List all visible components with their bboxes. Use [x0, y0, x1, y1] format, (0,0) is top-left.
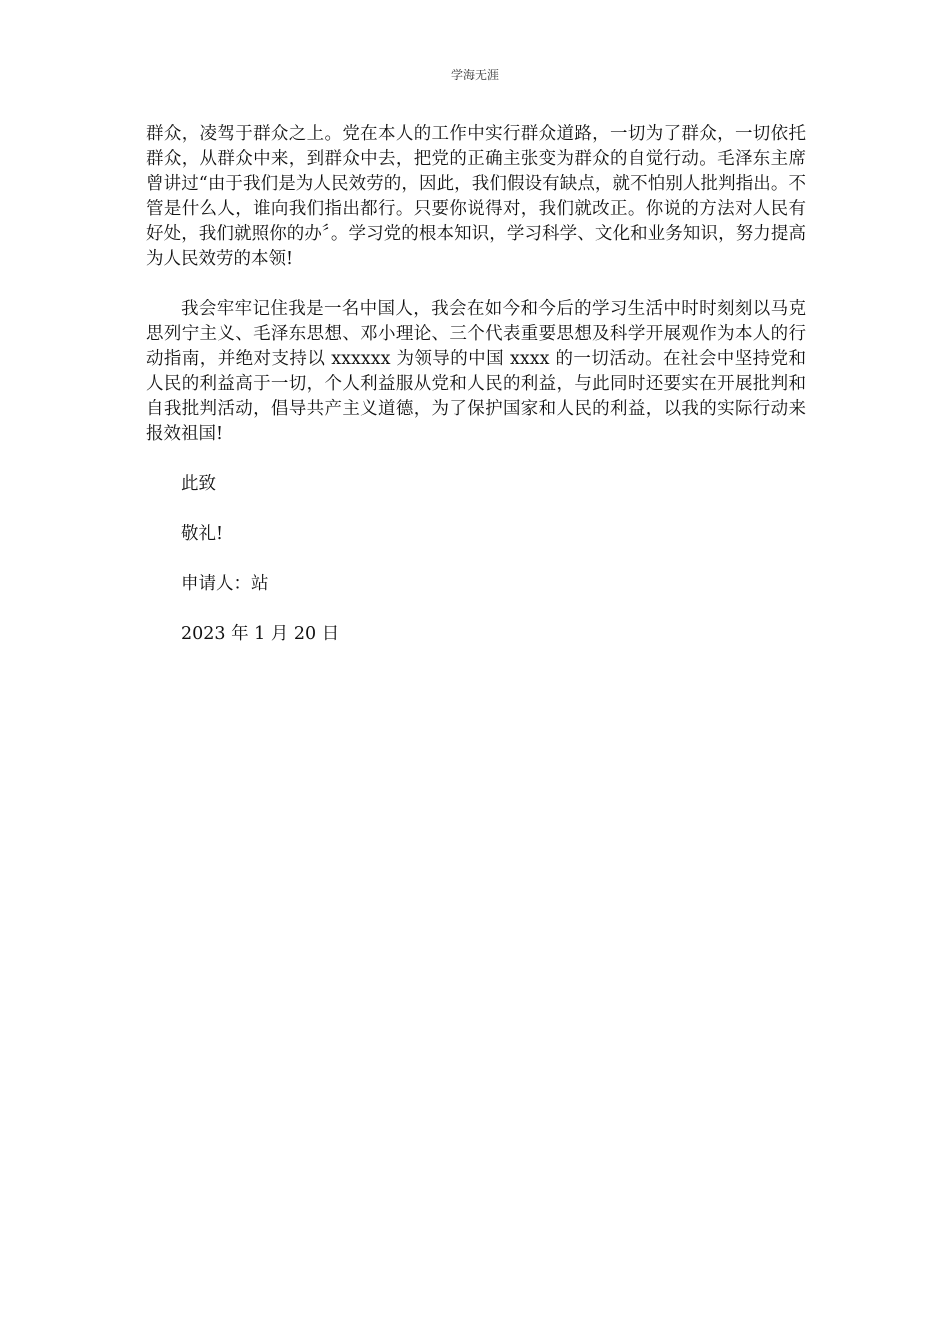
closing-respect: 敬礼! [181, 524, 224, 544]
applicant-signature: 申请人：站 [181, 574, 269, 594]
document-date: 2023 年 1 月 20 日 [181, 624, 340, 644]
body-paragraph-1: 群众，凌驾于群众之上。党在本人的工作中实行群众道路，一切为了群众，一切依托群众，从群众中来，到群众中去，把党的正确主张变为群众的自觉行动。毛泽东主席曾讲过“由于我们是为人民效劳的，因此，我们假设有缺点，就不怕别人批判指出。不管是什么人，谁向我们指出都行。只要你说得对，我们就改正。你说的方法对人民有好处，我们就照你的办〞。学习党的根本知识，学习科学、文化和业务知识，努力提高为人民效劳的本领! [146, 124, 806, 269]
page-header: 学海无涯 [450, 68, 499, 82]
closing-salutation: 此致 [181, 474, 216, 494]
document-body [146, 122, 806, 672]
body-paragraph-2: 我会牢牢记住我是一名中国人，我会在如今和今后的学习生活中时时刻刻以马克思列宁主义、毛泽东思想、邓小理论、三个代表重要思想及科学开展观作为本人的行动指南，并绝对支持以 xxxxxx 为领导的中国 xxxx 的一切活动。在社会中坚持党和人民的利益高于一切，个人利益服从党和人民的利益，与此同时还要实在开展批判和自我批判活动，倡导共产主义道德，为了保护国家和人民的利益，以我的实际行动来报效祖国! [146, 299, 806, 444]
